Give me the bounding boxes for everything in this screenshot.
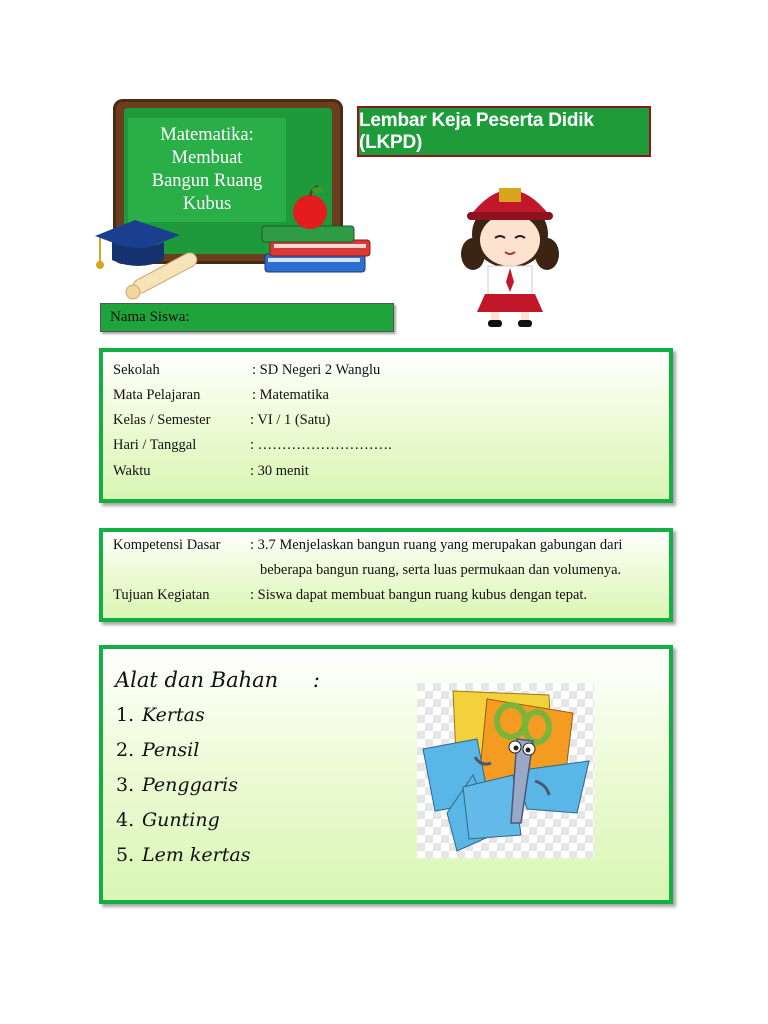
list-item bbox=[116, 842, 250, 877]
identity-label: Sekolah bbox=[113, 362, 160, 378]
identity-label: Kelas / Semester bbox=[113, 412, 211, 428]
worksheet-title-box bbox=[357, 106, 651, 157]
competency-table bbox=[113, 537, 663, 612]
competency-value: : 3.7 Menjelaskan bangun ruang yang merupakan gabungan dari bbox=[250, 537, 623, 553]
list-number: 4. bbox=[116, 809, 135, 831]
board-line: Matematika: bbox=[160, 125, 254, 145]
apple-icon bbox=[293, 186, 327, 229]
material-name: Kertas bbox=[142, 704, 205, 726]
list-number: 3. bbox=[116, 774, 135, 796]
student-name-label: Nama Siswa: bbox=[110, 309, 190, 325]
identity-value: : ………………………. bbox=[250, 437, 392, 453]
identity-value: : Matematika bbox=[252, 387, 329, 403]
goal-value: : Siswa dapat membuat bangun ruang kubus dengan tepat. bbox=[250, 587, 588, 603]
student-girl-illustration bbox=[455, 172, 567, 330]
school-supplies-illustration bbox=[90, 180, 390, 305]
materials-title-line bbox=[115, 668, 320, 692]
list-number: 2. bbox=[116, 739, 135, 761]
list-item bbox=[116, 807, 250, 842]
materials-colon: : bbox=[312, 668, 320, 692]
board-line: Bangun Ruang bbox=[151, 171, 263, 191]
identity-label: Waktu bbox=[113, 463, 151, 479]
student-name-field[interactable] bbox=[100, 303, 394, 332]
list-item bbox=[116, 737, 250, 772]
scissors-paper-illustration bbox=[417, 683, 594, 858]
materials-list bbox=[116, 702, 250, 877]
identity-label: Hari / Tanggal bbox=[113, 437, 197, 453]
material-name: Gunting bbox=[142, 809, 220, 831]
competency-value-continued: beberapa bangun ruang, serta luas permukaan dan volumenya. bbox=[260, 562, 622, 578]
material-name: Pensil bbox=[142, 739, 200, 761]
materials-title: Alat dan Bahan bbox=[115, 668, 279, 692]
material-name: Lem kertas bbox=[142, 844, 251, 866]
list-number: 5. bbox=[116, 844, 135, 866]
competency-label: Kompetensi Dasar bbox=[113, 537, 221, 553]
board-line: Membuat bbox=[171, 148, 243, 168]
identity-value: : SD Negeri 2 Wanglu bbox=[252, 362, 381, 378]
graduation-cap-icon bbox=[95, 220, 180, 269]
identity-label: Mata Pelajaran bbox=[113, 387, 201, 403]
identity-value: : VI / 1 (Satu) bbox=[250, 412, 331, 428]
list-number: 1. bbox=[116, 704, 135, 726]
list-item bbox=[116, 772, 250, 807]
identity-value: : 30 menit bbox=[250, 463, 309, 479]
material-name: Penggaris bbox=[142, 774, 238, 796]
list-item bbox=[116, 702, 250, 737]
identity-table bbox=[113, 362, 653, 492]
books-icon bbox=[262, 226, 370, 272]
goal-label: Tujuan Kegiatan bbox=[113, 587, 210, 603]
worksheet-title: Lembar Keja Peserta Didik (LKPD) bbox=[359, 109, 594, 153]
board-line: Kubus bbox=[182, 194, 232, 214]
